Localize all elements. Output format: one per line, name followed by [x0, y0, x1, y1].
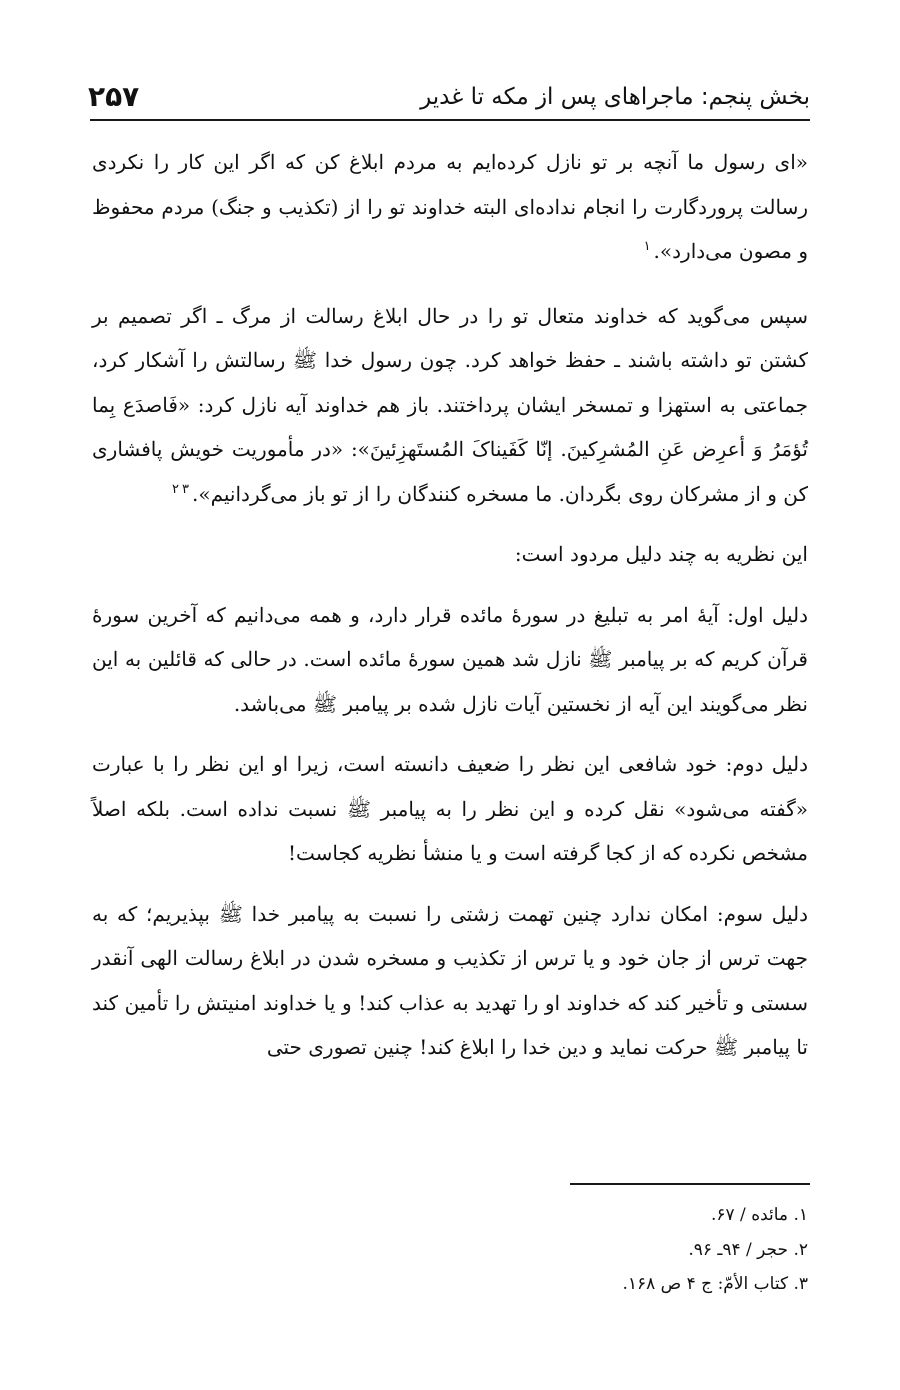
paragraph-3: این نظریه به چند دلیل مردود است:	[514, 542, 808, 566]
paragraph-1-text: «ای رسول ما آنچه بر تو نازل کرده‌ایم به مردم ابلاغ کن که اگر این کار را نکردی رسالت پروردگارت را انجام نداده‌ای البته خداوند تو را از (تکذیب و جنگ) مردم محفوظ و مصون می‌دارد».	[92, 150, 808, 263]
header-divider	[90, 119, 810, 121]
footnotes	[92, 1198, 808, 1302]
paragraph-6: دلیل سوم: امکان ندارد چنین تهمت زشتی را نسبت به پیامبر خدا ﷺ بپذیریم؛ که به جهت ترس از جان خود و یا ترس از تکذیب و مسخره شدن در ابلاغ رسالت الهی آنقدر سستی و تأخیر کند که خداوند او را تهدید به عذاب کند! و یا خداوند امنیتش را تأمین کند تا پیامبر ﷺ حرکت نماید و دین خدا را ابلاغ کند! چنین تصوری حتی	[92, 901, 808, 1059]
page-number: ۲۵۷	[88, 80, 140, 113]
paragraph-4: دلیل اول: آیهٔ امر به تبلیغ در سورهٔ مائده قرار دارد، و همه می‌دانیم که آخرین سورهٔ قرآن کریم که بر پیامبر ﷺ نازل شد همین سورهٔ مائده است. در حالی که قائلین به این نظر می‌گویند این آیه از نخستین آیات نازل شده بر پیامبر ﷺ می‌باشد.	[92, 602, 808, 716]
body-text	[92, 140, 808, 1086]
footnote-ref-1: ۱	[643, 239, 651, 255]
footnote-2: ۲. حجر / ۹۴ـ ۹۶.	[688, 1239, 808, 1260]
paragraph-2	[92, 294, 808, 517]
page-header	[88, 64, 810, 114]
footnote-1: ۱. مائده / ۶۷.	[710, 1205, 808, 1225]
footnote-ref-3: ۳	[182, 481, 189, 497]
running-title: بخش پنجم: ماجراهای پس از مکه تا غدیر	[420, 84, 810, 110]
paragraph-5: دلیل دوم: خود شافعی این نظر را ضعیف دانسته است، زیرا او این نظر را با عبارت «گفته می‌شود» نقل کرده و این نظر را به پیامبر ﷺ نسبت نداده است. بلکه اصلاً مشخص نکرده که از کجا گرفته است و یا منشأ نظریه کجاست!	[92, 752, 808, 865]
paragraph-1	[92, 140, 808, 274]
footnote-divider	[570, 1183, 810, 1185]
footnote-ref-2: ۲	[172, 481, 179, 497]
footnote-3: ۳. کتاب الأمّ: ج ۴ ص ۱۶۸.	[622, 1274, 808, 1294]
paragraph-2-text: سپس می‌گوید که خداوند متعال تو را در حال ابلاغ رسالت از مرگ ـ اگر تصمیم بر کشتن تو داشته باشند ـ حفظ خواهد کرد. چون رسول خدا ﷺ رسالتش را آشکار کرد، جماعتی به استهزا و تمسخر ایشان پرداختند. باز هم خداوند آیه نازل کرد: «فَاصدَع بِما تُؤمَرُ وَ أعرِض عَنِ المُشرِکینَ. إنّا کَفَیناکَ المُستَهزِئینَ»: «در مأموریت خویش پافشاری کن و از مشرکان روی بگردان. ما مسخره کنندگان را از تو باز می‌گردانیم».	[92, 303, 809, 506]
